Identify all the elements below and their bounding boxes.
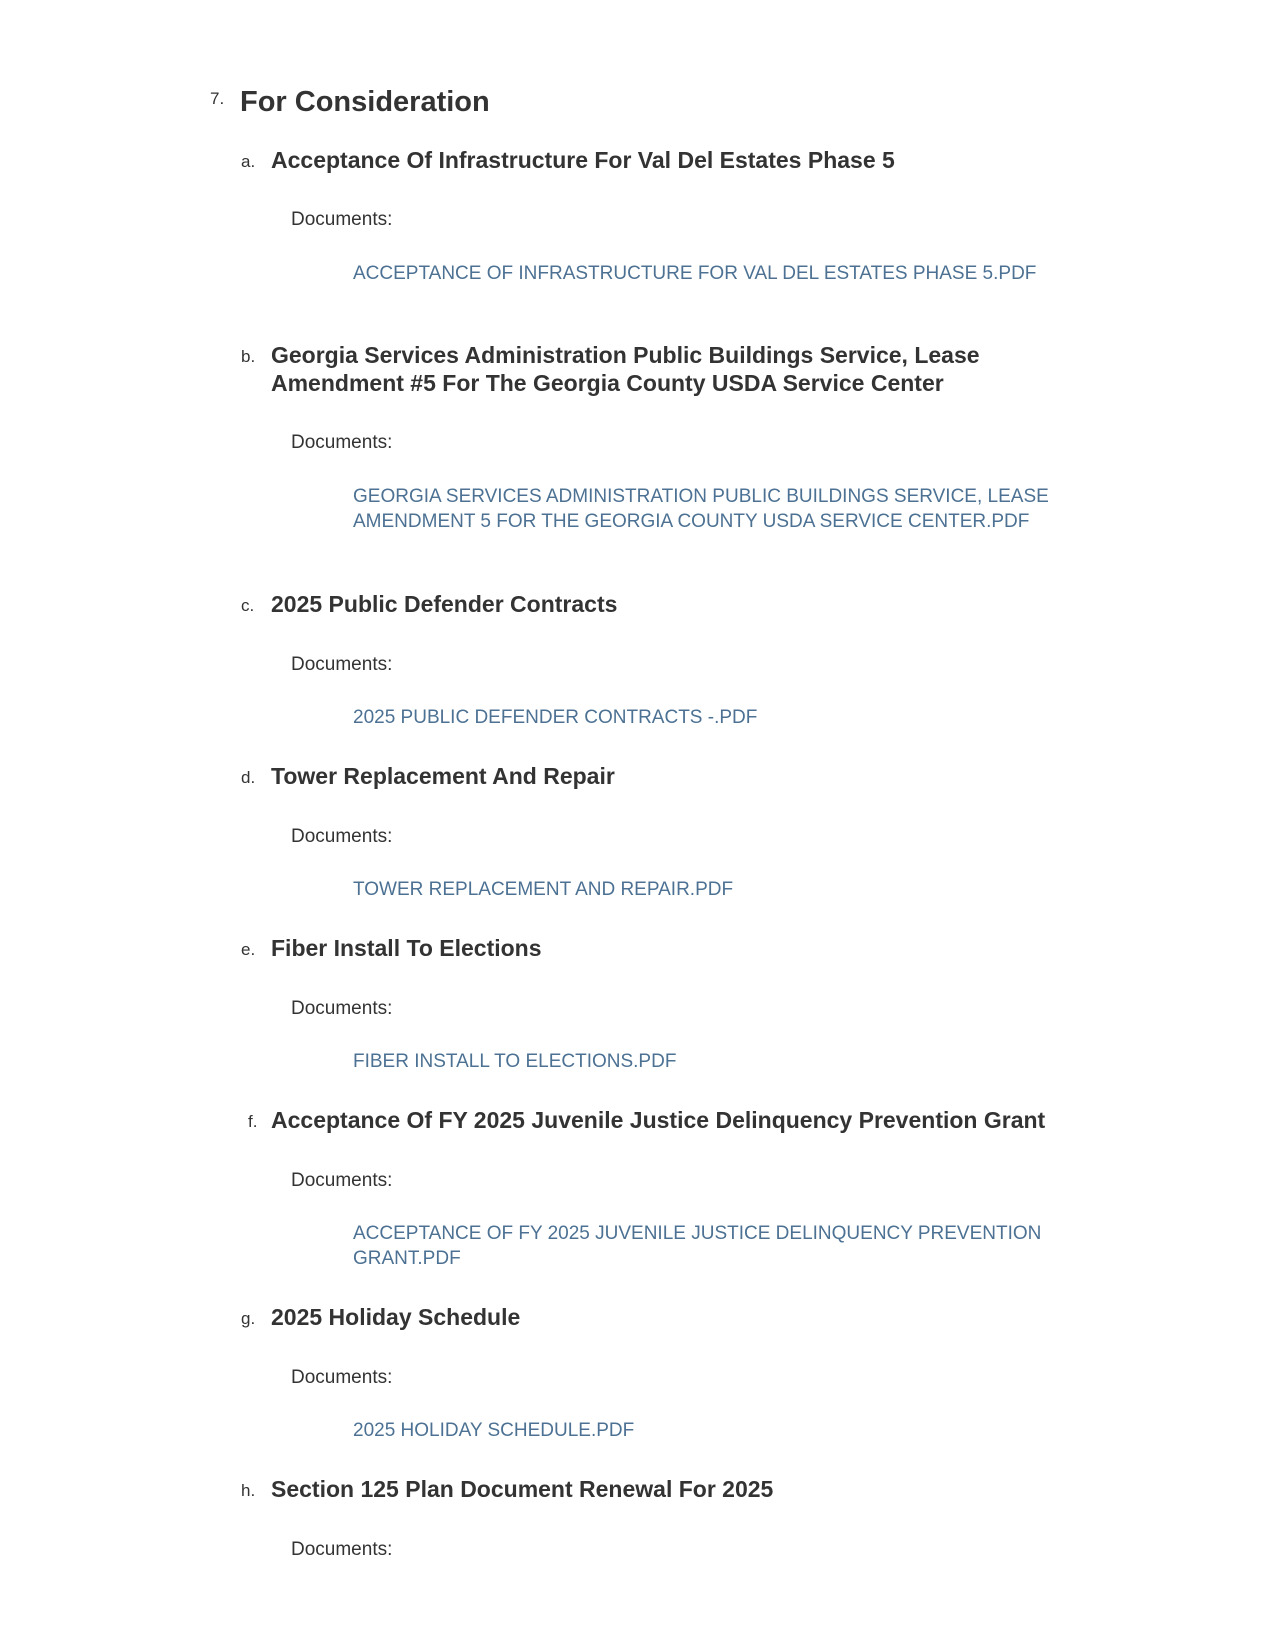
document-link[interactable]: 2025 PUBLIC DEFENDER CONTRACTS -.PDF [353, 707, 758, 728]
item-letter: g. [241, 1309, 256, 1328]
document-link[interactable]: 2025 HOLIDAY SCHEDULE.PDF [353, 1420, 635, 1441]
documents-label: Documents: [291, 1170, 393, 1191]
document-link[interactable]: ACCEPTANCE OF INFRASTRUCTURE FOR VAL DEL ESTATES PHASE 5.PDF [353, 263, 1037, 284]
documents-label: Documents: [291, 209, 393, 230]
item-title: Georgia Services Administration Public Buildings Service, Lease Amendment #5 For The Georgia County USDA Service Center [271, 342, 980, 396]
documents-label: Documents: [291, 826, 393, 847]
item-title: Tower Replacement And Repair [271, 763, 615, 789]
item-letter: f. [248, 1112, 258, 1131]
item-title: 2025 Holiday Schedule [271, 1304, 521, 1330]
item-letter: e. [241, 940, 256, 959]
item-title: Acceptance Of FY 2025 Juvenile Justice Delinquency Prevention Grant [271, 1107, 1046, 1133]
item-title: Section 125 Plan Document Renewal For 2025 [271, 1476, 774, 1502]
item-letter: d. [241, 768, 256, 787]
document-link[interactable]: FIBER INSTALL TO ELECTIONS.PDF [353, 1051, 677, 1072]
item-letter: a. [241, 152, 256, 171]
documents-label: Documents: [291, 1367, 393, 1388]
documents-label: Documents: [291, 1539, 393, 1560]
item-letter: c. [241, 596, 255, 615]
item-letter: b. [241, 347, 256, 366]
section-number: 7. [210, 89, 225, 108]
section-title: For Consideration [240, 86, 490, 118]
documents-label: Documents: [291, 998, 393, 1019]
documents-label: Documents: [291, 654, 393, 675]
documents-label: Documents: [291, 432, 393, 453]
item-title: Fiber Install To Elections [271, 935, 542, 961]
document-link[interactable]: TOWER REPLACEMENT AND REPAIR.PDF [353, 879, 734, 900]
item-title: 2025 Public Defender Contracts [271, 591, 618, 617]
document-link[interactable]: GEORGIA SERVICES ADMINISTRATION PUBLIC BUILDINGS SERVICE, LEASE AMENDMENT 5 FOR THE GEORGIA COUNTY USDA SERVICE CENTER.PDF [353, 486, 1049, 532]
item-letter: h. [241, 1481, 256, 1500]
document-link[interactable]: ACCEPTANCE OF FY 2025 JUVENILE JUSTICE DELINQUENCY PREVENTION GRANT.PDF [353, 1223, 1042, 1269]
item-title: Acceptance Of Infrastructure For Val Del Estates Phase 5 [271, 147, 895, 173]
